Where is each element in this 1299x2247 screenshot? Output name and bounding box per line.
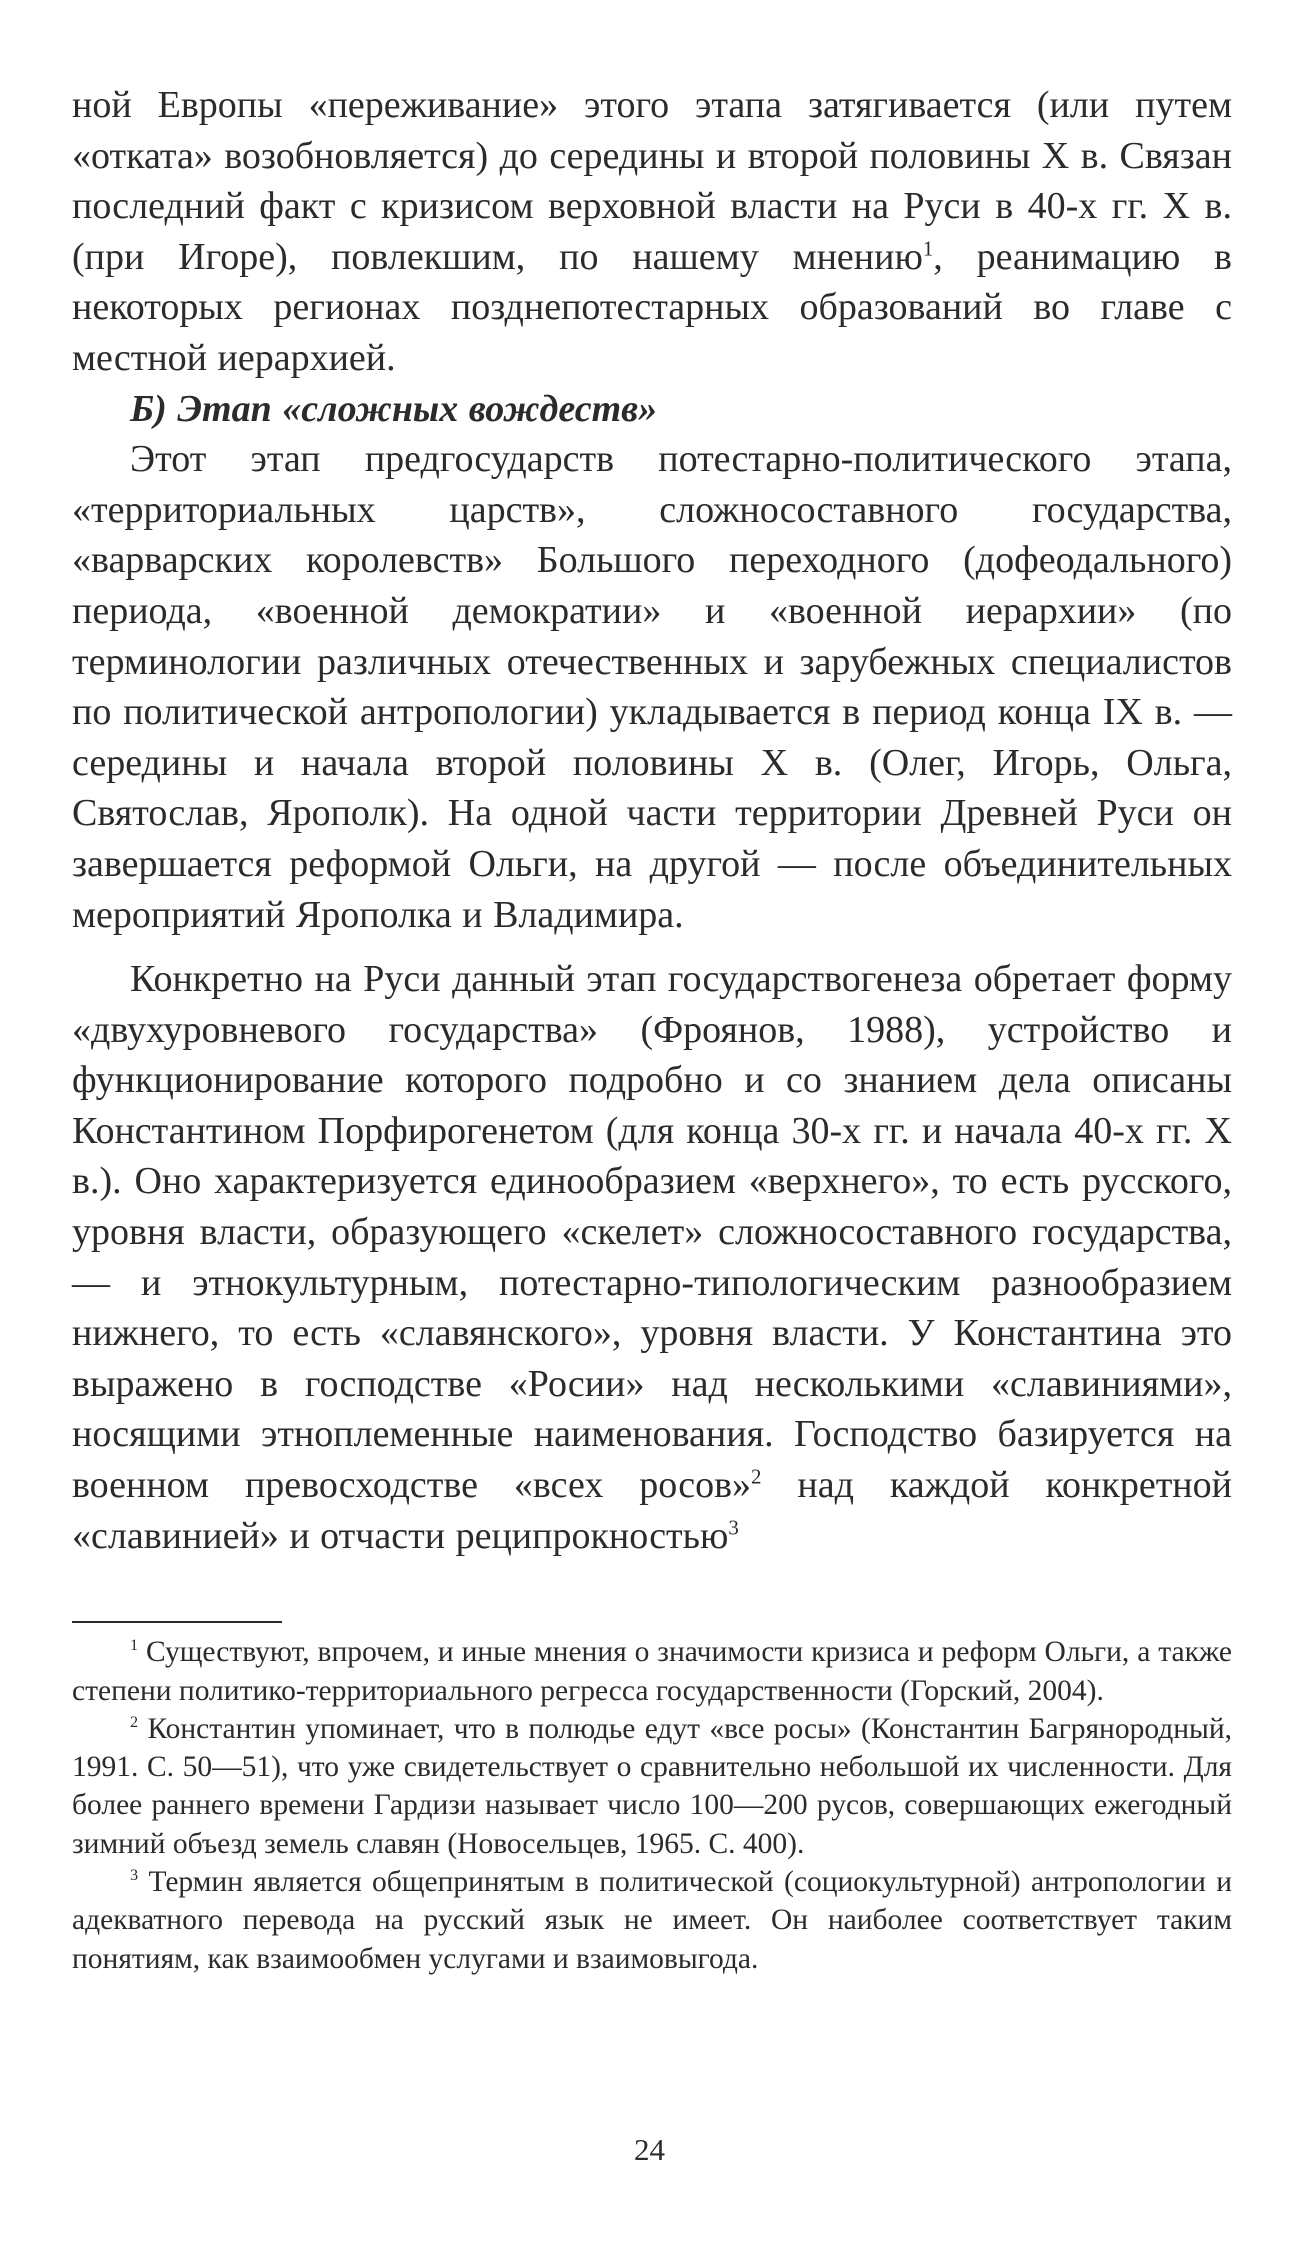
footnote-ref-3: 3 bbox=[728, 1514, 739, 1539]
section-heading: Б) Этап «сложных вождеств» bbox=[130, 387, 658, 430]
footnotes bbox=[72, 1633, 1232, 1978]
main-text bbox=[72, 80, 1232, 1561]
paragraph-continued: ной Европы «переживание» этого этапа затягивается (или путем «отката» возобновляется) до середины и второй половины Х в. Связан последний факт с кризисом верховной власти на Руси в 40-х гг. Х в. (при Игоре), повлекшим, по нашему мнению$^1$, реанимацию в некоторых регионах позднепотестарных образований во главе с местной иерархией. bbox=[72, 84, 1232, 379]
paragraph: Этот этап предгосударств потестарно-политического этапа, «территориальных царств», сложносоставного государства, «варварских королевств» Большого переходного (дофеодального) периода, «военной демократии» и «военной иерархии» (по терминологии различных отечественных и зарубежных специалистов по политической антропологии) укладывается в период конца IX в. — середины и начала второй половины Х в. (Олег, Игорь, Ольга, Святослав, Ярополк). На одной части территории Древней Руси он завершается реформой Ольги, на другой — после объединительных мероприятий Ярополка и Владимира. bbox=[72, 438, 1232, 936]
page-number: 24 bbox=[634, 2132, 665, 2167]
footnote-ref-1: 1 bbox=[922, 236, 934, 261]
footnote-ref-2: 2 bbox=[751, 1464, 762, 1489]
footnote: $^3$ Термин является общепринятым в политической (социокультурной) антропологии и адекватного перевода на русский язык не имеет. Он наиболее соответствует таким понятиям, как взаимообмен услугами и взаимовыгода. bbox=[72, 1866, 1232, 1975]
footnote: $^1$ Существуют, впрочем, и иные мнения о значимости кризиса и реформ Ольги, а также степени политико-территориального регресса государственности (Горский, 2004). bbox=[72, 1636, 1232, 1707]
footnote-divider bbox=[72, 1621, 282, 1623]
book-page bbox=[72, 80, 1232, 1978]
footnote: $^2$ Константин упоминает, что в полюдье едут «все росы» (Константин Багрянородный, 1991. С. 50—51), что уже свидетельствует о сравнительно небольшой их численности. Для более раннего времени Гардизи называет число 100—200 русов, совершающих ежегодный зимний объезд земель славян (Новосельцев, 1965. С. 400). bbox=[72, 1712, 1232, 1860]
paragraph: Конкретно на Руси данный этап государствогенеза обретает форму «двухуровневого государства» (Фроянов, 1988), устройство и функционирование которого подробно и со знанием дела описаны Константином Порфирогенетом (для конца 30-х гг. и начала 40-х гг. Х в.). Оно характеризуется единообразием «верхнего», то есть русского, уровня власти, образующего «скелет» сложносоставного государства, — и этнокультурным, потестарно-типологическим разнообразием нижнего, то есть «славянского», уровня власти. У Константина это выражено в господстве «Росии» над несколькими «славиниями», носящими этноплеменные наименования. Господство базируется на военном превосходстве «всех росов»$^2$ над каждой конкретной «славинией» и отчасти реципрокностью$^3$ bbox=[72, 958, 1232, 1557]
